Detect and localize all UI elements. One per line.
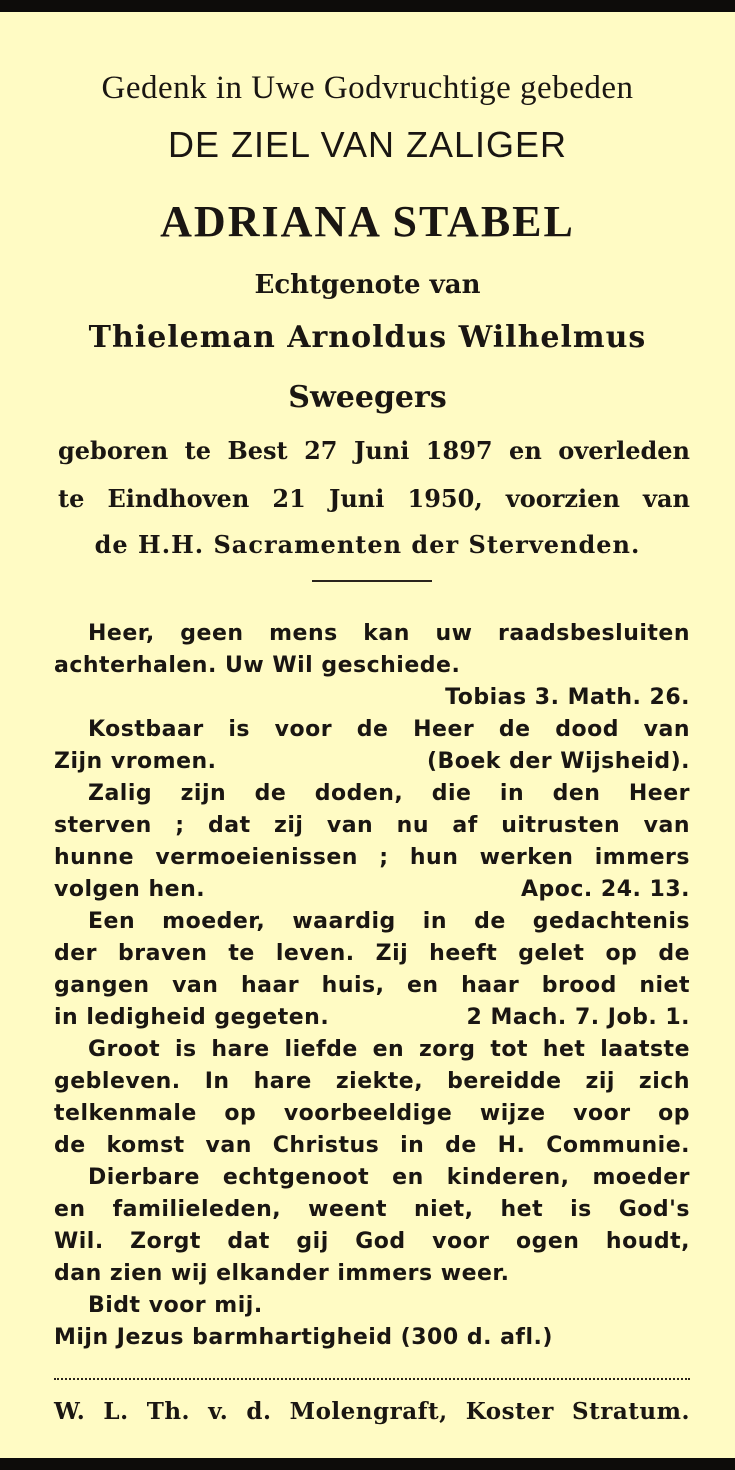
- verse-line: Een moeder, waardig in de gedachtenis: [88, 909, 690, 934]
- printer-credit: W. L. Th. v. d. Molengraft, Koster Stratum.: [54, 1398, 690, 1425]
- verse-line: Mijn Jezus barmhartigheid (300 d. afl.): [54, 1325, 553, 1350]
- subtitle-line: DE ZIEL VAN ZALIGER: [167, 124, 568, 165]
- spouse-name-line2: Sweegers: [288, 380, 447, 415]
- bottom-border: [0, 1458, 735, 1470]
- verse-line: telkenmale op voorbeeldige wijze voor op: [54, 1101, 690, 1126]
- verse-line: gebleven. In hare ziekte, bereidde zij zich: [54, 1069, 690, 1094]
- verses-block: [54, 618, 690, 1354]
- verse-line: Kostbaar is voor de Heer de dood van: [88, 717, 690, 742]
- verse-text: volgen hen.: [54, 877, 206, 902]
- verse-line: en familieleden, weent niet, het is God's: [54, 1197, 690, 1222]
- section-divider: [312, 580, 432, 582]
- biography-line3: de H.H. Sacramenten der Stervenden.: [94, 530, 641, 559]
- verse-source: 2 Mach. 7. Job. 1.: [466, 1005, 690, 1030]
- verse-text: Zijn vromen.: [54, 749, 217, 774]
- relation-line: Echtgenote van: [254, 270, 481, 300]
- verse-line: de komst van Christus in de H. Communie.: [54, 1133, 690, 1158]
- verse-line: Bidt voor mij.: [88, 1293, 263, 1318]
- verse-line: der braven te leven. Zij heeft gelet op de: [54, 941, 690, 966]
- biography-line2: te Eindhoven 21 Juni 1950, voorzien van: [58, 484, 690, 513]
- verse-line: [54, 874, 690, 906]
- verse-line: sterven ; dat zij van nu af uitrusten van: [54, 813, 690, 838]
- verse-line: [54, 746, 690, 778]
- verse-source: Apoc. 24. 13.: [520, 877, 690, 902]
- top-border: [0, 0, 735, 12]
- deceased-name: ADRIANA STABEL: [160, 197, 575, 246]
- verse-line: Wil. Zorgt dat gij God voor ogen houdt,: [54, 1229, 690, 1254]
- verse-line: Heer, geen mens kan uw raadsbesluiten: [88, 621, 690, 646]
- verse-line: Dierbare echtgenoot en kinderen, moeder: [88, 1165, 690, 1190]
- verse-line: Zalig zijn de doden, die in den Heer: [88, 781, 690, 806]
- verse-line: hunne vermoeienissen ; hun werken immers: [54, 845, 690, 870]
- verse-line: Groot is hare liefde en zorg tot het laatste: [88, 1037, 690, 1062]
- spouse-name-line1: Thieleman Arnoldus Wilhelmus: [88, 320, 647, 355]
- verse-line: achterhalen. Uw Wil geschiede.: [54, 653, 461, 678]
- verse-line: [54, 1002, 690, 1034]
- intro-line: Gedenk in Uwe Godvruchtige gebeden: [101, 70, 634, 106]
- biography-line1: geboren te Best 27 Juni 1897 en overleden: [58, 436, 690, 465]
- verse-line: dan zien wij elkander immers weer.: [54, 1261, 510, 1286]
- verse-text: in ledigheid gegeten.: [54, 1005, 330, 1030]
- verse-line: gangen van haar huis, en haar brood niet: [54, 973, 690, 998]
- verse-source: (Boek der Wijsheid).: [426, 749, 690, 774]
- verse-source: Tobias 3. Math. 26.: [445, 685, 690, 710]
- dotted-divider: [54, 1378, 690, 1380]
